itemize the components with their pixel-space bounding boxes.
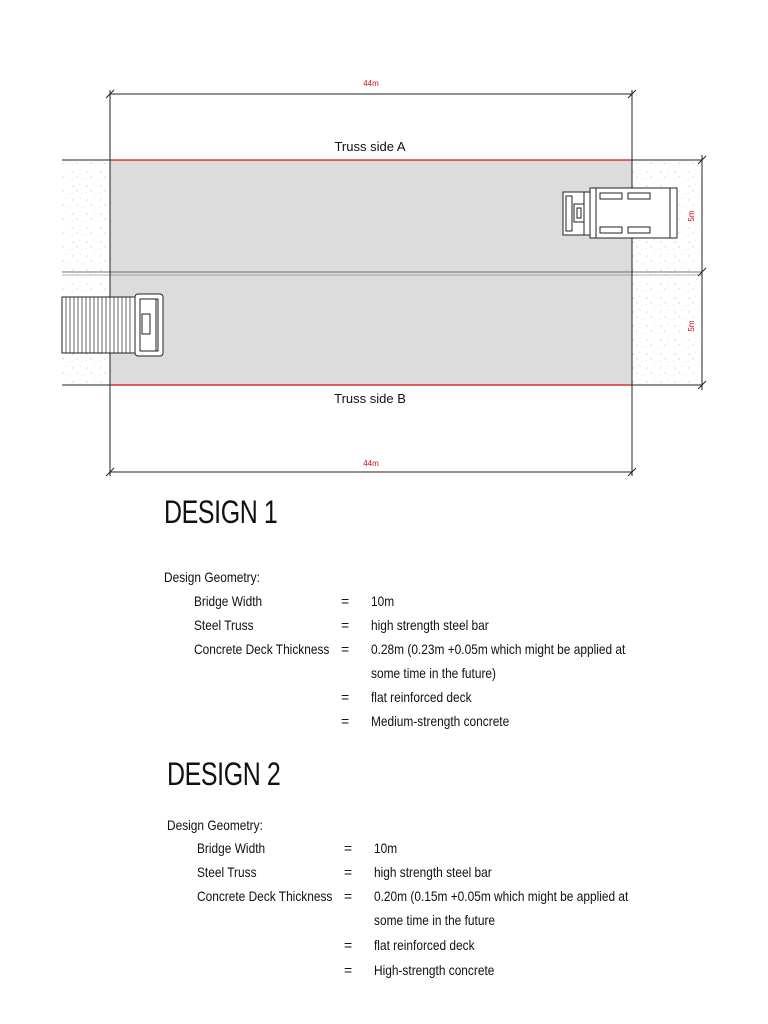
row-value: flat reinforced deck — [374, 937, 475, 953]
row-value: 0.28m (0.23m +0.05m which might be applied at some time in the future) — [371, 641, 626, 681]
truss-side-b-label: Truss side B — [334, 391, 406, 406]
design-2-title: DESIGN 2 — [167, 756, 281, 792]
lane-2-width-label: 5m — [687, 320, 696, 332]
row-equals: = — [344, 888, 353, 904]
row-value: high strength steel bar — [374, 864, 492, 880]
row-key: Steel Truss — [197, 864, 257, 880]
design-2-geometry-title: Design Geometry: — [167, 817, 263, 833]
bridge-deck — [110, 160, 632, 385]
truss-side-a-label: Truss side A — [334, 139, 406, 154]
bridge-plan-drawing — [0, 0, 768, 480]
row-equals: = — [344, 840, 353, 856]
truck-lower-lane — [62, 294, 163, 356]
row-key: Steel Truss — [194, 617, 254, 633]
lane-1-width-label: 5m — [687, 210, 696, 222]
row-key: Concrete Deck Thickness — [197, 888, 333, 904]
row-equals: = — [341, 593, 350, 609]
design-1-title: DESIGN 1 — [164, 494, 278, 530]
row-value: flat reinforced deck — [371, 689, 472, 705]
row-key: Bridge Width — [194, 593, 263, 609]
row-equals: = — [344, 864, 353, 880]
row-equals: = — [341, 641, 350, 657]
row-value: high strength steel bar — [371, 617, 489, 633]
span-label-top: 44m — [363, 79, 379, 88]
row-equals: = — [344, 962, 353, 978]
row-equals: = — [344, 937, 353, 953]
row-value: High-strength concrete — [374, 962, 495, 978]
row-key: Concrete Deck Thickness — [194, 641, 330, 657]
design-1-geometry-title: Design Geometry: — [164, 569, 260, 585]
truck-upper-lane — [563, 188, 677, 238]
row-key: Bridge Width — [197, 840, 266, 856]
row-equals: = — [341, 689, 350, 705]
row-value: 10m — [374, 840, 398, 856]
row-equals: = — [341, 617, 350, 633]
row-equals: = — [341, 713, 350, 729]
row-value: 10m — [371, 593, 395, 609]
span-label-bottom: 44m — [363, 459, 379, 468]
row-value: Medium-strength concrete — [371, 713, 510, 729]
row-value: 0.20m (0.15m +0.05m which might be applied at some time in the future — [374, 888, 629, 928]
